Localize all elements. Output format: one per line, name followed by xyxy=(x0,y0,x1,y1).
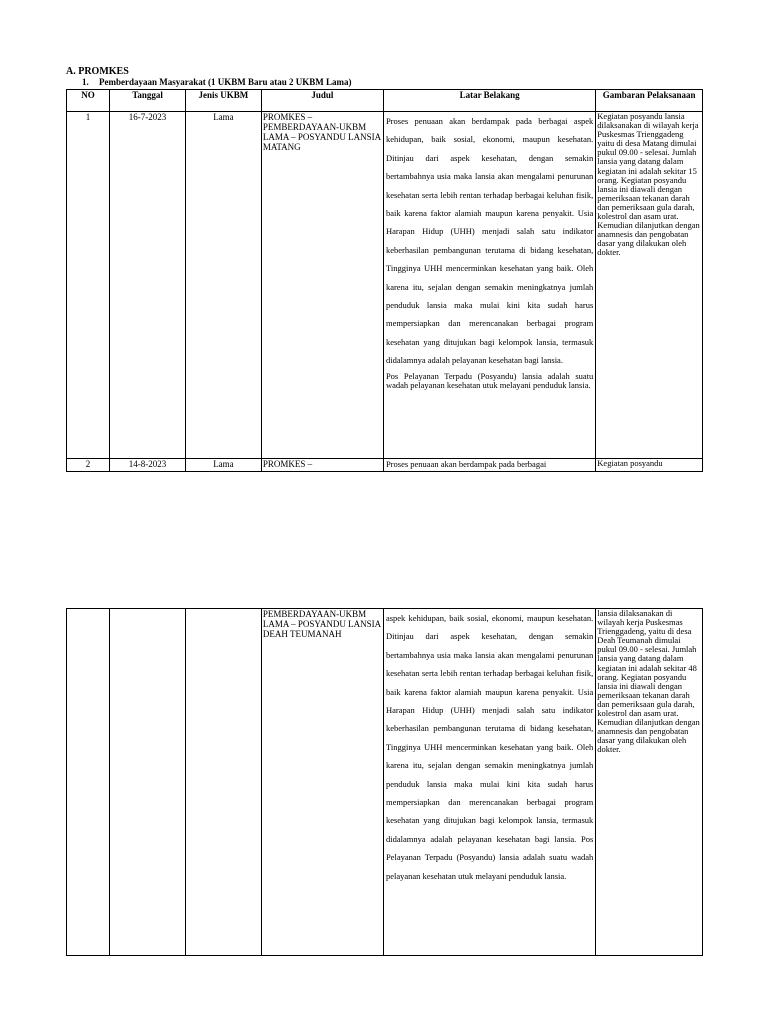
subsection-heading xyxy=(82,77,351,87)
row-no: 2 xyxy=(67,459,110,472)
row-tanggal: 16-7-2023 xyxy=(110,112,186,459)
row-tanggal: 14-8-2023 xyxy=(110,459,186,472)
section-heading: A. PROMKES xyxy=(66,66,129,77)
table-header-row xyxy=(67,90,703,112)
subsection-title: Pemberdayaan Masyarakat (1 UKBM Baru atau 2 UKBM Lama) xyxy=(99,77,352,87)
row-judul: PEMBERDAYAAN-UKBM LAMA – POSYANDU LANSIA DEAH TEUMANAH xyxy=(261,609,383,956)
header-no: NO xyxy=(67,90,110,112)
header-judul: Judul xyxy=(261,90,383,112)
row-no: 1 xyxy=(67,112,110,459)
row-gambaran: Kegiatan posyandu xyxy=(596,459,703,472)
row-gambaran: Kegiatan posyandu lansia dilaksanakan di wilayah kerja Puskesmas Trienggadeng yaitu di desa Matang dimulai pukul 09.00 - selesai. Jumlah lansia yang datang dalam kegiatan ini adalah sekitar 15 orang. Kegiatan posyandu lansia ini diawali dengan pemeriksaan tekanan darah dan pemeriksaan gula darah, kolestrol dan asam urat. Kemudian dilanjutkan dengan anamnesis dan pengobatan dasar yang dilakukan oleh dokter. xyxy=(596,112,703,459)
kegiatan-table xyxy=(66,89,703,472)
subsection-number: 1. xyxy=(82,77,89,87)
row-judul: PROMKES – xyxy=(261,459,383,472)
header-jenis-ukbm: Jenis UKBM xyxy=(185,90,261,112)
row-jenis: Lama xyxy=(185,459,261,472)
latar-paragraph: aspek kehidupan, baik sosial, ekonomi, maupun kesehatan. Ditinjau dari aspek kesehatan, dengan semakin bertambahnya usia maka lansia akan mengalami penurunan kesehatan serta lebih rentan terhadap berbagai keluhan fisik, baik karena faktor alamiah maupun karena penyakit. Usia Harapan Hidup (UHH) menjadi salah satu indikator keberhasilan pembangunan terutama di bidang kesehatan, Tingginya UHH mencerminkan kesehatan yang baik. Oleh karena itu, sejalan dengan semakin meningkatnya jumlah penduduk lansia maka mulai kini kita sudah harus mempersiapkan dan merencanakan berbagai program kesehatan yang ditujukan bagi kelompok lansia, termasuk didalamnya adalah pelayanan kesehatan bagi lansia. Pos Pelayanan Terpadu (Posyandu) lansia adalah suatu wadah pelayanan kesehatan utuk melayani penduduk lansia. xyxy=(385,613,594,881)
row-jenis-empty xyxy=(185,609,261,956)
row-judul: PROMKES – PEMBERDAYAAN-UKBM LAMA – POSYANDU LANSIA MATANG xyxy=(261,112,383,459)
latar-paragraph-posyandu: Pos Pelayanan Terpadu (Posyandu) lansia adalah suatu wadah pelayanan kesehatan utuk melayani penduduk lansia. xyxy=(385,370,594,390)
row-no-empty xyxy=(67,609,110,956)
row-latar-belakang xyxy=(383,112,595,459)
table-row xyxy=(67,112,703,459)
header-gambaran-pelaksanaan: Gambaran Pelaksanaan xyxy=(596,90,703,112)
kegiatan-table-continued xyxy=(66,608,703,956)
row-latar-belakang xyxy=(383,609,595,956)
row-tanggal-empty xyxy=(110,609,186,956)
row-gambaran: lansia dilaksanakan di wilayah kerja Puskesmas Trienggadeng, yaitu di desa Deah Teumanah dimulai pukul 09.00 - selesai. Jumlah lansia yang datang dalam kegiatan ini adalah sekitar 48 orang. Kegiatan posyandu lansia ini diawali dengan pemeriksaan tekanan darah dan pemeriksaan gula darah, kolestrol dan asam urat. Kemudian dilanjutkan dengan anamnesis dan pengobatan dasar yang dilakukan oleh dokter. xyxy=(596,609,703,956)
table-row-continued xyxy=(67,609,703,956)
latar-paragraph: Proses penuaan akan berdampak pada berbagai aspek kehidupan, baik sosial, ekonomi, maupun kesehatan. Ditinjau dari aspek kesehatan, dengan semakin bertambahnya usia maka lansia akan mengalami penurunan kesehatan serta lebih rentan terhadap berbagai keluhan fisik, baik karena faktor alamiah maupun karena penyakit. Usia Harapan Hidup (UHH) menjadi salah satu indikator keberhasilan pembangunan terutama di bidang kesehatan, Tingginya UHH mencerminkan kesehatan yang baik. Oleh karena itu, sejalan dengan semakin meningkatnya jumlah penduduk lansia maka mulai kini kita sudah harus mempersiapkan dan merencanakan berbagai program kesehatan yang ditujukan bagi kelompok lansia, termasuk didalamnya adalah pelayanan kesehatan bagi lansia. xyxy=(385,116,594,366)
row-latar-belakang: Proses penuaan akan berdampak pada berbagai xyxy=(383,459,595,472)
header-tanggal: Tanggal xyxy=(110,90,186,112)
header-latar-belakang: Latar Belakang xyxy=(383,90,595,112)
row-jenis: Lama xyxy=(185,112,261,459)
table-row xyxy=(67,459,703,472)
